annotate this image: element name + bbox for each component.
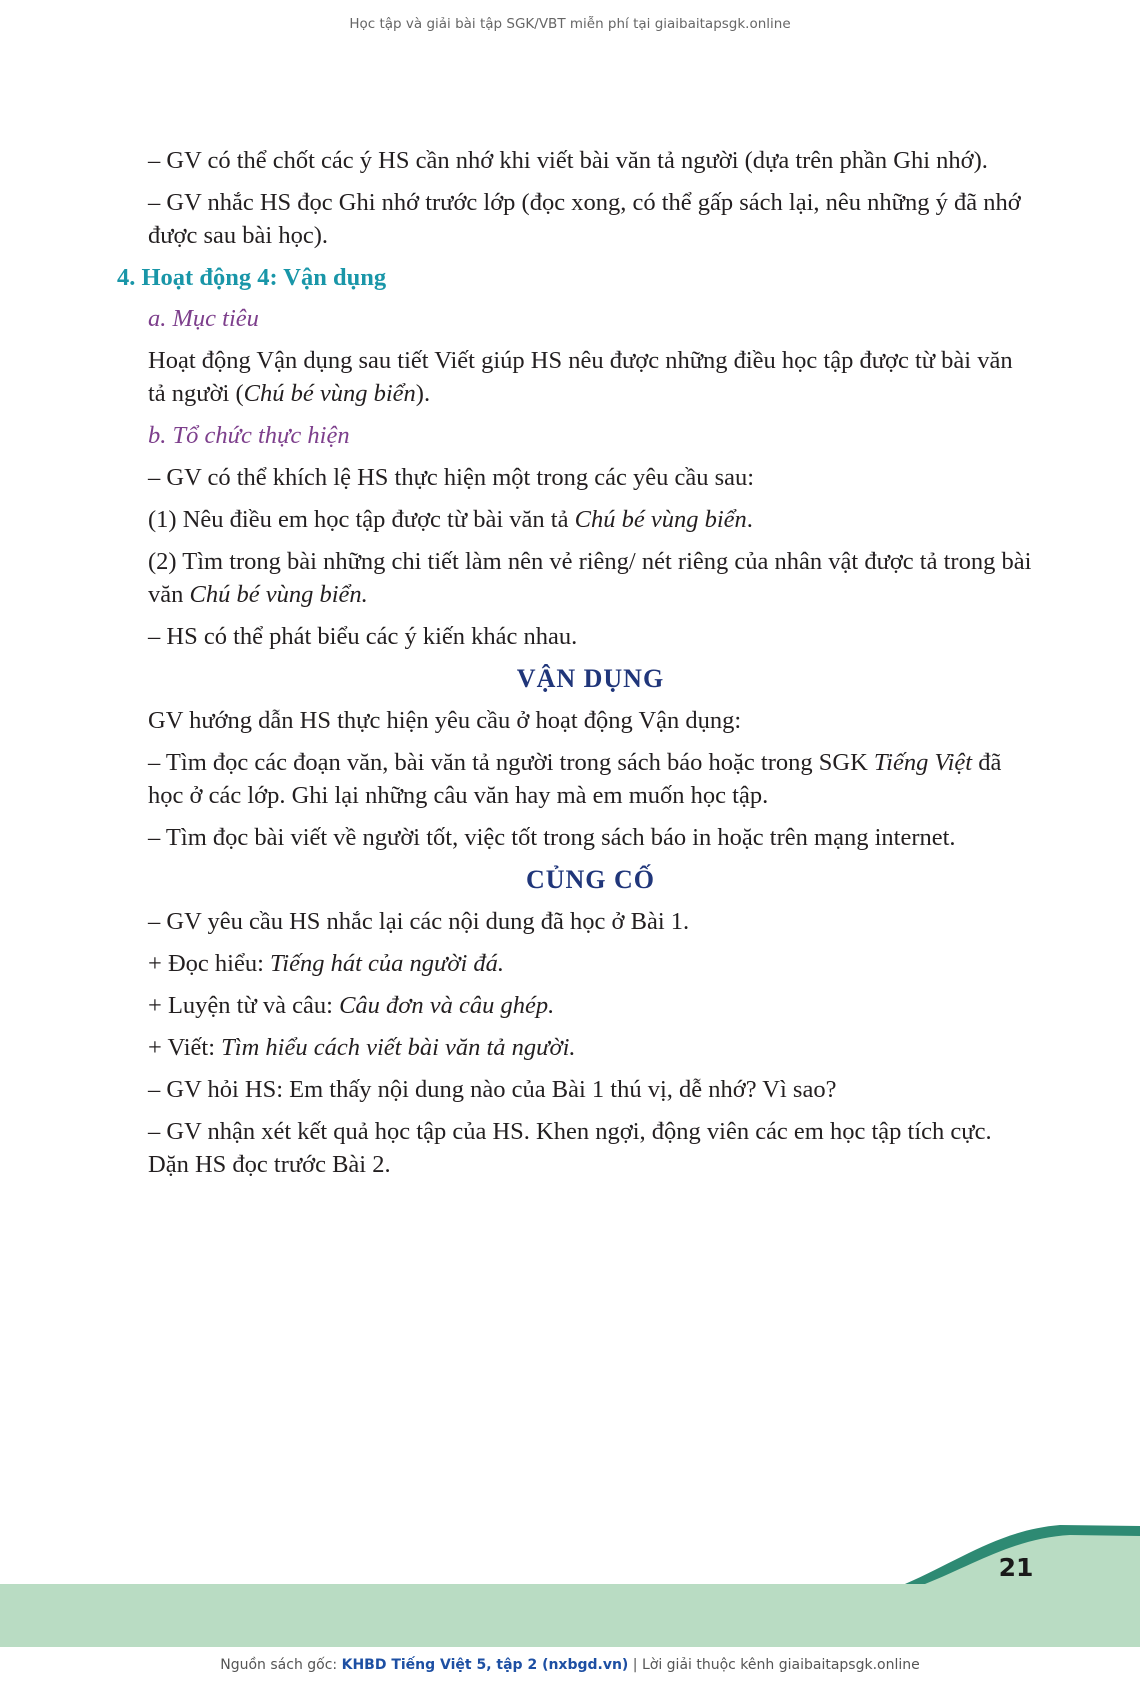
text-run: (1) Nêu điều em học tập được từ bài văn tả bbox=[148, 506, 575, 533]
paragraph-doc-hieu bbox=[148, 947, 1033, 980]
text-run: + Viết: bbox=[148, 1034, 222, 1061]
text-run: – Tìm đọc các đoạn văn, bài văn tả người trong sách báo hoặc trong SGK bbox=[148, 749, 874, 776]
paragraph-yeu-cau-1 bbox=[148, 503, 1033, 536]
paragraph-ghi-nho: – GV nhắc HS đọc Ghi nhớ trước lớp (đọc xong, có thể gấp sách lại, nêu những ý đã nhớ được sau bài học). bbox=[148, 189, 1021, 249]
footer-suffix: | Lời giải thuộc kênh giaibaitapsgk.online bbox=[628, 1657, 920, 1673]
text-run: (2) Tìm trong bài những chi tiết làm nên vẻ riêng/ nét riêng của nhân vật được tả trong bài văn bbox=[148, 548, 1032, 608]
paragraph-viet bbox=[148, 1031, 1033, 1064]
page-header: Học tập và giải bài tập SGK/VBT miễn phí tại giaibaitapsgk.online bbox=[349, 16, 791, 32]
footer-prefix: Nguồn sách gốc: bbox=[220, 1657, 342, 1673]
section-title-van-dung: VẬN DỤNG bbox=[516, 664, 665, 693]
paragraph-tim-doc-1 bbox=[148, 746, 1033, 812]
paragraph-huong-dan: GV hướng dẫn HS thực hiện yêu cầu ở hoạt động Vận dụng: bbox=[148, 707, 742, 734]
footer-source-link[interactable]: KHBD Tiếng Việt 5, tập 2 (nxbgd.vn) bbox=[341, 1657, 629, 1673]
page-content bbox=[117, 144, 1033, 1190]
footer-source bbox=[0, 1657, 1140, 1673]
subheading-muc-tieu bbox=[148, 302, 1033, 335]
footer-wave-decoration bbox=[0, 1520, 1140, 1590]
paragraph-tim-doc-2: – Tìm đọc bài viết về người tốt, việc tốt trong sách báo in hoặc trên mạng internet. bbox=[148, 824, 956, 851]
paragraph-nhac-lai: – GV yêu cầu HS nhắc lại các nội dung đã học ở Bài 1. bbox=[148, 908, 690, 935]
subheading-to-chuc bbox=[148, 419, 1033, 452]
paragraph-khich-le: – GV có thể khích lệ HS thực hiện một trong các yêu cầu sau: bbox=[148, 464, 755, 491]
text-run: Hoạt động Vận dụng sau tiết Viết giúp HS nêu được những điều học tập được từ bài văn tả người ( bbox=[148, 347, 1013, 407]
text-run: + Đọc hiểu: bbox=[148, 950, 270, 977]
paragraph-luyen-tu bbox=[148, 989, 1033, 1022]
page-number: 21 bbox=[998, 1553, 1034, 1582]
section-title-cung-co: CỦNG CỐ bbox=[525, 865, 656, 894]
subheading-muc-tieu-text: a. Mục tiêu bbox=[148, 305, 259, 332]
text-run-italic: Tiếng Việt bbox=[873, 749, 973, 776]
text-run: + Luyện từ và câu: bbox=[148, 992, 340, 1019]
footer-band bbox=[0, 1584, 1140, 1647]
paragraph-muc-tieu bbox=[148, 344, 1033, 410]
paragraph-phat-bieu: – HS có thể phát biểu các ý kiến khác nhau. bbox=[148, 623, 578, 650]
text-run-italic: Câu đơn và câu ghép. bbox=[339, 992, 555, 1019]
paragraph-yeu-cau-2 bbox=[148, 545, 1033, 611]
paragraph-nhan-xet: – GV nhận xét kết quả học tập của HS. Khen ngợi, động viên các em học tập tích cực. Dặn HS đọc trước Bài 2. bbox=[148, 1118, 992, 1178]
text-run: ). bbox=[415, 380, 431, 407]
text-run-italic: Tìm hiểu cách viết bài văn tả người. bbox=[221, 1034, 576, 1061]
text-run-italic: Chú bé vùng biển bbox=[574, 506, 747, 533]
text-run: . bbox=[746, 506, 753, 533]
activity-4-heading: 4. Hoạt động 4: Vận dụng bbox=[117, 264, 387, 291]
text-run-italic: Chú bé vùng biển. bbox=[189, 581, 368, 608]
paragraph-chot-y: – GV có thể chốt các ý HS cần nhớ khi viết bài văn tả người (dựa trên phần Ghi nhớ). bbox=[148, 147, 988, 174]
subheading-to-chuc-text: b. Tổ chức thực hiện bbox=[148, 422, 350, 449]
text-run-italic: Tiếng hát của người đá. bbox=[270, 950, 505, 977]
paragraph-hoi-hs: – GV hỏi HS: Em thấy nội dung nào của Bài 1 thú vị, dễ nhớ? Vì sao? bbox=[148, 1076, 837, 1103]
text-run-italic: Chú bé vùng biển bbox=[243, 380, 416, 407]
text-run: đã học ở các lớp. Ghi lại những câu văn hay mà em muốn học tập. bbox=[148, 749, 1002, 809]
